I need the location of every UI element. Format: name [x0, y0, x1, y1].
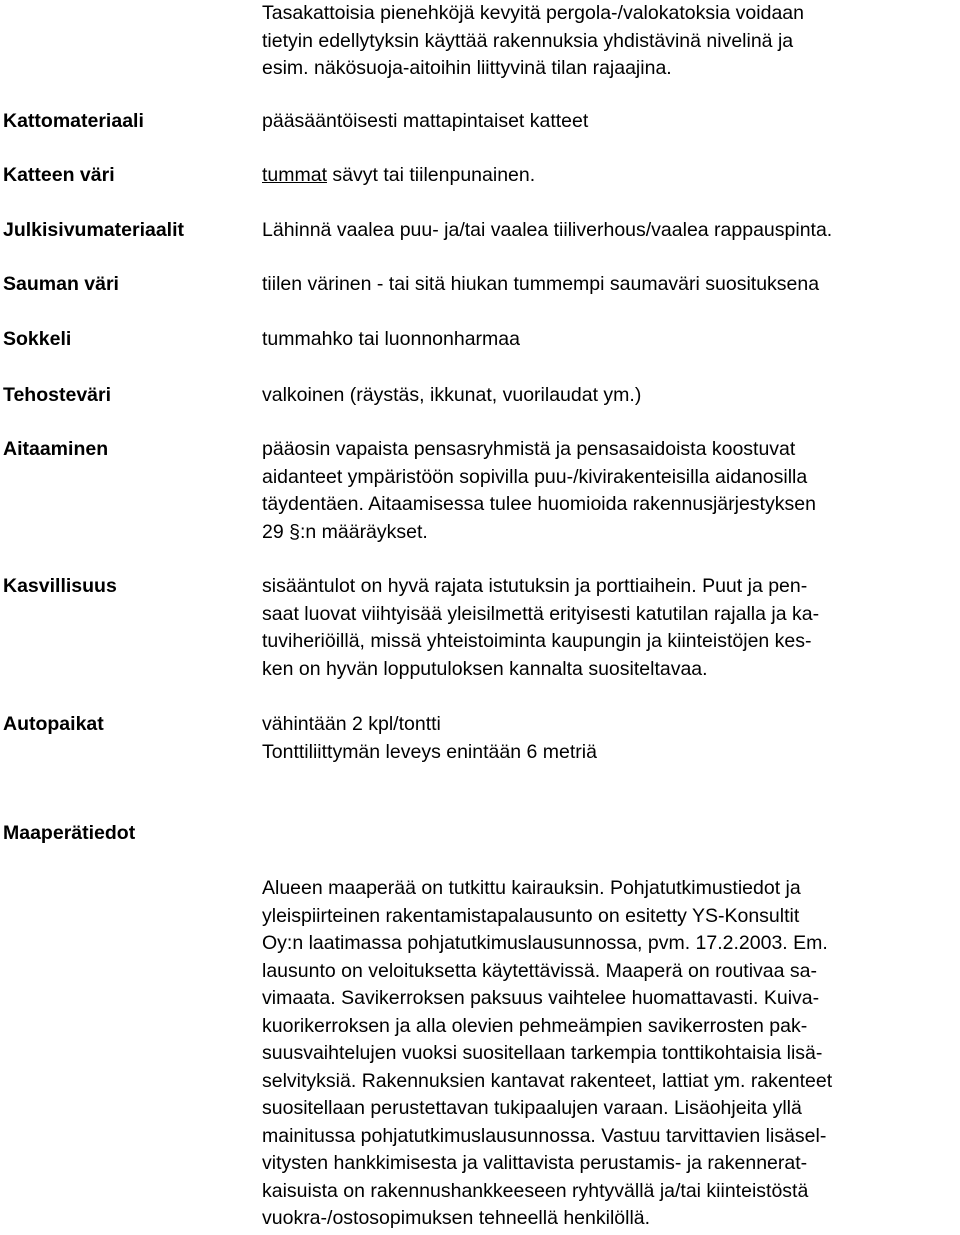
- soil-heading: Maaperätiedot: [3, 822, 136, 844]
- soil-line: Alueen maaperää on tutkittu kairauksin. Pohjatutkimustiedot ja: [262, 877, 801, 899]
- value-line: täydentäen. Aitaamisessa tulee huomioida rakennusjärjestyksen: [262, 493, 816, 515]
- label-plinth: Sokkeli: [3, 328, 72, 350]
- value-line: vähintään 2 kpl/tontti: [262, 713, 441, 735]
- value-fencing: [262, 436, 957, 546]
- value-line: pääsääntöisesti mattapintaiset katteet: [262, 110, 589, 132]
- value-joint-color: [262, 271, 957, 299]
- soil-line: vimaata. Savikerroksen paksuus vaihtelee huomattavasti. Kuiva-: [262, 987, 820, 1009]
- intro-line: esim. näkösuoja-aitoihin liittyvinä tilan rajaajina.: [262, 57, 672, 79]
- label-facade-material: Julkisivumateriaalit: [3, 219, 185, 241]
- soil-line: mainitussa pohjatutkimuslausunnossa. Vastuu tarvittavien lisäsel-: [262, 1124, 827, 1147]
- soil-line: kaisuista on rakennushankkeeseen ryhtyvällä ja/tai kiinteistöstä: [262, 1179, 809, 1202]
- value-line: Lähinnä vaalea puu- ja/tai vaalea tiiliverhous/vaalea rappauspinta.: [262, 219, 833, 241]
- value-accent-color: [262, 382, 957, 410]
- value-line: tiilen värinen - tai sitä hiukan tummempi saumaväri suosituksena: [262, 273, 820, 295]
- value-line: valkoinen (räystäs, ikkunat, vuorilaudat ym.): [262, 384, 642, 406]
- intro-line: tietyin edellytyksin käyttää rakennuksia yhdistävinä nivelinä ja: [262, 29, 794, 52]
- soil-line: yleispiirteinen rakentamistapalausunto on esitetty YS-Konsultit: [262, 904, 800, 927]
- value-parking: [262, 711, 957, 766]
- label-parking: Autopaikat: [3, 713, 104, 735]
- value-facade-material: [262, 217, 957, 245]
- intro-paragraph: [262, 0, 957, 83]
- underlined-word: tummat: [262, 164, 328, 186]
- soil-line: lausunto on veloituksetta käytettävissä. Maaperä on routivaa sa-: [262, 959, 817, 982]
- value-line: pääosin vapaista pensasryhmistä ja pensasaidoista koostuvat: [262, 438, 796, 460]
- label-joint-color: Sauman väri: [3, 273, 119, 295]
- label-fencing: Aitaaminen: [3, 438, 109, 460]
- value-line: 29 §:n määräykset.: [262, 520, 428, 543]
- label-vegetation: Kasvillisuus: [3, 575, 117, 597]
- soil-line: kuorikerroksen ja alla olevien pehmeämpien savikerrosten pak-: [262, 1014, 808, 1037]
- value-rest: sävyt tai tiilenpunainen.: [327, 164, 536, 186]
- soil-line: vuokra-/ostosopimuksen tehneellä henkilöllä.: [262, 1207, 651, 1229]
- label-accent-color: Tehosteväri: [3, 384, 112, 406]
- value-line: Tonttiliittymän leveys enintään 6 metriä: [262, 740, 597, 763]
- soil-line: suusvaihtelujen vuoksi suositellaan tarkempia tonttikohtaisia lisä-: [262, 1042, 823, 1064]
- value-plinth: [262, 326, 957, 354]
- soil-paragraph: [262, 875, 957, 1233]
- soil-line: suositellaan perustettavan tukipaalujen varaan. Lisäohjeita yllä: [262, 1097, 802, 1119]
- value-line: aidanteet ympäristöön sopivilla puu-/kivirakenteisilla aidanosilla: [262, 465, 808, 488]
- intro-line: Tasakattoisia pienehköjä kevyitä pergola-/valokatoksia voidaan: [262, 2, 804, 24]
- value-roof-color: [262, 162, 957, 190]
- value-line: [262, 162, 957, 190]
- soil-line: selvityksiä. Rakennuksien kantavat rakenteet, lattiat ym. rakenteet: [262, 1069, 833, 1092]
- value-roof-material: [262, 108, 957, 136]
- value-line: tummahko tai luonnonharmaa: [262, 328, 520, 350]
- value-line: sisääntulot on hyvä rajata istutuksin ja porttiaihein. Puut ja pen-: [262, 575, 808, 597]
- soil-line: Oy:n laatimassa pohjatutkimuslausunnossa, pvm. 17.2.2003. Em.: [262, 932, 828, 954]
- value-line: ken on hyvän lopputuloksen kannalta suositeltavaa.: [262, 657, 708, 680]
- value-vegetation: [262, 573, 957, 683]
- value-line: saat luovat viihtyisää yleisilmettä erityisesti katutilan rajalla ja ka-: [262, 602, 820, 625]
- label-roof-color: Katteen väri: [3, 164, 115, 186]
- value-line: tuviheriöillä, missä yhteistoiminta kaupungin ja kiinteistöjen kes-: [262, 630, 812, 652]
- soil-line: vitysten hankkimisesta ja valittavista perustamis- ja rakennerat-: [262, 1152, 808, 1174]
- label-roof-material: Kattomateriaali: [3, 110, 144, 132]
